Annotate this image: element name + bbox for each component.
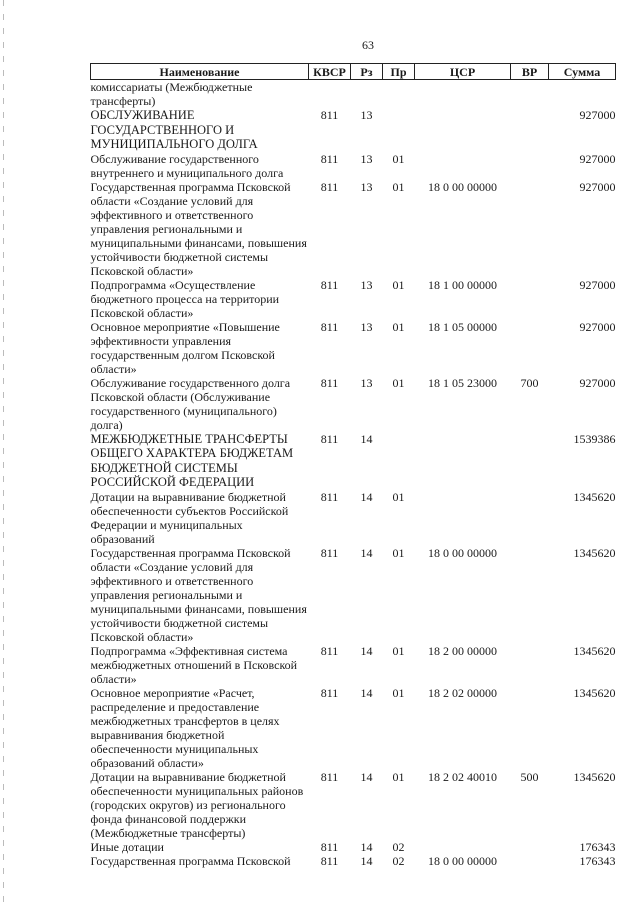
row-rz: 14 [360, 685, 373, 700]
row-rz: 14 [360, 769, 373, 784]
table-row [91, 854, 616, 868]
row-sum: 1345620 [573, 545, 616, 560]
row-name: Государственная программа Псковской [90, 853, 291, 868]
row-sum: 927000 [579, 179, 616, 194]
row-vr [511, 108, 549, 152]
row-vr: 700 [520, 375, 539, 390]
row-name: Дотации на выравнивание бюджетной обеспеченности муниципальных районов (городских округов) из регионального фонда финансовой поддержки (Межбюджетные трансферты) [90, 769, 304, 840]
row-sum: 1345620 [573, 769, 616, 784]
row-pr: 02 [392, 839, 405, 854]
table-row [91, 152, 616, 180]
row-csr [415, 490, 511, 546]
budget-table [90, 63, 616, 868]
row-name: Основное мероприятие «Повышение эффективности управления государственным долгом Псковской области» [90, 319, 280, 376]
row-sum [549, 80, 616, 109]
row-sum: 1345620 [573, 685, 616, 700]
table-row [91, 278, 616, 320]
row-vr [511, 278, 549, 320]
table-row [91, 644, 616, 686]
row-kvsr: 811 [320, 431, 339, 446]
row-name: ОБСЛУЖИВАНИЕ ГОСУДАРСТВЕННОГО И МУНИЦИПАЛЬНОГО ДОЛГА [90, 108, 258, 151]
row-rz: 13 [360, 108, 373, 122]
row-name: Государственная программа Псковской области «Создание условий для эффективного и ответственного управления региональными и муниципальными финансами, повышения устойчивости бюджетной системы Псковской области» [90, 179, 307, 278]
row-kvsr [309, 80, 351, 109]
row-rz: 13 [360, 375, 373, 390]
row-pr: 01 [392, 375, 405, 390]
row-sum: 1345620 [573, 643, 616, 658]
table-row [91, 180, 616, 278]
row-pr: 01 [392, 685, 405, 700]
row-pr: 01 [392, 545, 405, 560]
row-name: Государственная программа Псковской области «Создание условий для эффективного и ответственного управления региональными и муниципальными финансами, повышения устойчивости бюджетной системы Псковской области» [90, 545, 307, 644]
row-csr [415, 108, 511, 152]
row-kvsr: 811 [320, 489, 339, 504]
row-pr: 01 [392, 643, 405, 658]
row-name: Подпрограмма «Осуществление бюджетного процесса на территории Псковской области» [90, 277, 280, 320]
row-vr [511, 854, 549, 868]
row-csr: 18 0 00 00000 [428, 545, 497, 560]
row-kvsr: 811 [320, 179, 339, 194]
row-sum: 1345620 [573, 489, 616, 504]
row-csr: 18 0 00 00000 [428, 853, 497, 868]
row-vr [511, 152, 549, 180]
scan-margin-mark [3, 0, 4, 905]
row-pr: 01 [392, 319, 405, 334]
row-rz: 14 [360, 839, 373, 854]
table-row [91, 80, 616, 109]
row-sum: 927000 [579, 375, 616, 390]
row-sum: 176343 [579, 853, 616, 868]
row-vr [511, 180, 549, 278]
row-csr [415, 80, 511, 109]
row-vr: 500 [520, 769, 539, 784]
row-kvsr: 811 [320, 319, 339, 334]
row-kvsr: 811 [320, 853, 339, 868]
page-number: 63 [362, 38, 374, 52]
header-rz: Рз [351, 64, 383, 80]
row-pr: 01 [392, 179, 405, 194]
row-sum: 927000 [579, 151, 616, 166]
row-pr: 01 [392, 489, 405, 504]
row-csr: 18 0 00 00000 [428, 179, 497, 194]
row-name: Подпрограмма «Эффективная система межбюджетных отношений в Псковской области» [90, 643, 298, 686]
row-csr: 18 2 02 00000 [428, 685, 497, 700]
table-header [91, 64, 616, 80]
row-rz: 13 [360, 277, 373, 292]
row-kvsr: 811 [320, 277, 339, 292]
row-sum: 927000 [579, 319, 616, 334]
row-pr [383, 432, 415, 490]
row-kvsr: 811 [320, 108, 339, 122]
row-pr [383, 80, 415, 109]
row-kvsr: 811 [320, 839, 339, 854]
row-vr [511, 840, 549, 854]
row-pr: 01 [392, 151, 405, 166]
row-csr [415, 840, 511, 854]
row-kvsr: 811 [320, 769, 339, 784]
row-vr [511, 490, 549, 546]
row-csr [415, 152, 511, 180]
row-name: Иные дотации [90, 839, 164, 854]
table-row [91, 686, 616, 770]
row-kvsr: 811 [320, 685, 339, 700]
row-name: комиссариаты (Межбюджетные трансферты) [90, 80, 253, 108]
row-csr: 18 1 00 00000 [428, 277, 497, 292]
row-csr: 18 2 02 40010 [428, 769, 497, 784]
row-rz: 14 [360, 545, 373, 560]
row-name: Обслуживание государственного внутреннего и муниципального долга [90, 151, 284, 180]
header-sum: Сумма [549, 64, 616, 80]
header-name: Наименование [91, 64, 309, 80]
row-kvsr: 811 [320, 151, 339, 166]
row-vr [511, 320, 549, 376]
header-vr: ВР [511, 64, 549, 80]
row-pr: 02 [392, 853, 405, 868]
table-row [91, 770, 616, 840]
row-rz: 14 [360, 431, 373, 446]
table-row [91, 376, 616, 432]
row-kvsr: 811 [320, 375, 339, 390]
row-vr [511, 644, 549, 686]
header-kvsr: КВСР [309, 64, 351, 80]
row-name: Обслуживание государственного долга Псковской области (Обслуживание государственного (муниципального) долга) [90, 375, 291, 432]
table-row [91, 490, 616, 546]
row-pr: 01 [392, 277, 405, 292]
row-csr: 18 2 00 00000 [428, 643, 497, 658]
row-rz: 13 [360, 179, 373, 194]
row-rz [351, 80, 383, 109]
row-vr [511, 80, 549, 109]
row-rz: 13 [360, 319, 373, 334]
row-sum: 1539386 [573, 431, 616, 446]
table-row [91, 432, 616, 490]
row-sum: 176343 [579, 839, 616, 854]
header-csr: ЦСР [415, 64, 511, 80]
row-csr [415, 432, 511, 490]
row-rz: 13 [360, 151, 373, 166]
table-row [91, 320, 616, 376]
table-row [91, 108, 616, 152]
row-kvsr: 811 [320, 545, 339, 560]
table-body [91, 80, 616, 868]
row-name: Основное мероприятие «Расчет, распределение и предоставление межбюджетных трансфертов в целях выравнивания бюджетной обеспеченности муниципальных образований области» [90, 685, 280, 770]
row-name: МЕЖБЮДЖЕТНЫЕ ТРАНСФЕРТЫ ОБЩЕГО ХАРАКТЕРА БЮДЖЕТАМ БЮДЖЕТНОЙ СИСТЕМЫ РОССИЙСКОЙ ФЕДЕРАЦИИ [90, 431, 294, 489]
table-row [91, 546, 616, 644]
row-rz: 14 [360, 489, 373, 504]
row-vr [511, 432, 549, 490]
row-name: Дотации на выравнивание бюджетной обеспеченности субъектов Российской Федерации и муниципальных образований [90, 489, 289, 546]
row-pr: 01 [392, 769, 405, 784]
row-rz: 14 [360, 853, 373, 868]
row-csr: 18 1 05 00000 [428, 319, 497, 334]
row-kvsr: 811 [320, 643, 339, 658]
row-sum: 927000 [579, 108, 616, 122]
row-vr [511, 686, 549, 770]
row-rz: 14 [360, 643, 373, 658]
table-row [91, 840, 616, 854]
row-pr [383, 108, 415, 152]
row-vr [511, 546, 549, 644]
row-sum: 927000 [579, 277, 616, 292]
header-pr: Пр [383, 64, 415, 80]
row-csr: 18 1 05 23000 [428, 375, 497, 390]
